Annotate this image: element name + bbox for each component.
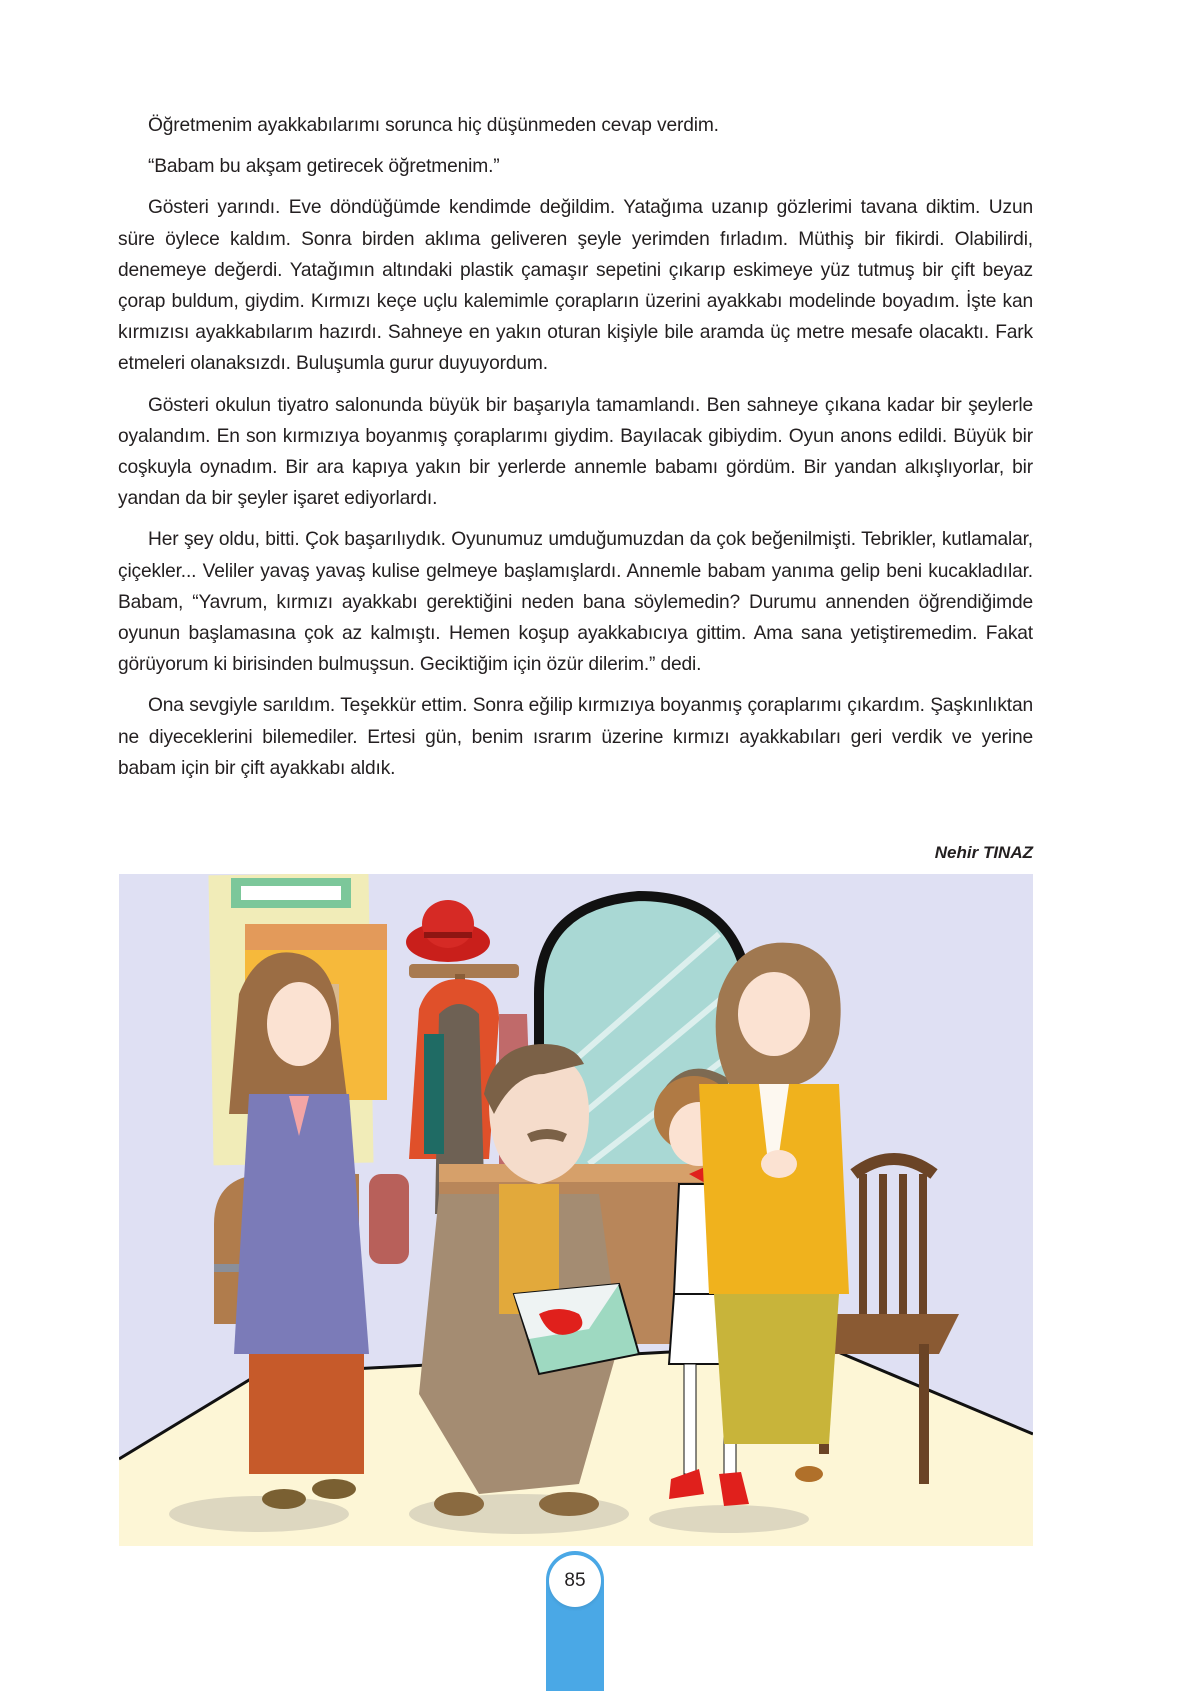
paragraph-6: Ona sevgiyle sarıldım. Teşekkür ettim. Sonra eğilip kırmızıya boyanmış çoraplarımı çıkardım. Şaşkınlıktan ne diyeceklerini bilemediler. Ertesi gün, benim ısrarım üzerine kırmızı ayakkabıları geri verdik ve yerine babam için bir çift ayakkabı aldık. (118, 695, 1033, 779)
paragraph-5: Her şey oldu, bitti. Çok başarılıydık. Oyunumuz umduğumuzdan da çok beğenilmişti. Tebrikler, kutlamalar, çiçekler... Veliler yavaş yavaş kulise gelmeye başlamışlardı. Annemle babam yanıma gelip beni kucakladılar. Babam, “Yavrum, kırmızı ayakkabı gerektiğini neden bana söylemedin? Durumu annenden öğrendiğimde oyunun başlamasına çok az kalmıştı. Hemen koşup ayakkabıcıya gittim. Ama sana yetiştiremedim. Fakat görüyorum ki birisinden bulmuşsun. Geciktiğim için özür dilerim.” dedi. (118, 529, 1033, 676)
author-name: Nehir TINAZ (934, 843, 1033, 862)
story-text (118, 110, 1033, 794)
paragraph-4: Gösteri okulun tiyatro salonunda büyük bir başarıyla tamamlandı. Ben sahneye çıkana kadar bir şeylerle oyalandım. En son kırmızıya boyanmış çoraplarımı giydim. Bayılacak gibiydim. Oyun anons edildi. Büyük bir coşkuyla oynadım. Bir ara kapıya yakın bir yerlerde annemle babamı gördüm. Bir yandan alkışlıyorlar, bir yandan da bir şeyler işaret ediyorlardı. (118, 394, 1033, 510)
paragraph-2: “Babam bu akşam getirecek öğretmenim.” (148, 156, 500, 178)
illustration-scene (119, 874, 1033, 1546)
teacher-figure (699, 943, 849, 1482)
paragraph-1: Öğretmenim ayakkabılarımı sorunca hiç düşünmeden cevap verdim. (148, 115, 719, 136)
paragraph-3: Gösteri yarındı. Eve döndüğümde kendimde değildim. Yatağıma uzanıp gözlerimi tavana diktim. Uzun süre öylece kaldım. Sonra birden aklıma geliveren şeyle yerimden fırladım. Müthiş bir fikirdi. Olabilirdi, denemeye değerdi. Yatağımın altındaki plastik çamaşır sepetini çıkarıp eskimeye yüz tutmuş bir çift beyaz çorap buldum, giydim. Kırmızı keçe uçlu kalemimle çorapların üzerini ayakkabı modelinde boyadım. İşte kan kırmızısı ayakkabılarım hazırdı. Sahneye en yakın oturan kişiyle bile aramda üç metre mesafe olacaktı. Fark etmeleri olanaksızdı. Buluşumla gurur duyuyordum. (118, 197, 1033, 375)
story-illustration (119, 874, 1033, 1546)
page-number: 85 (549, 1555, 601, 1607)
